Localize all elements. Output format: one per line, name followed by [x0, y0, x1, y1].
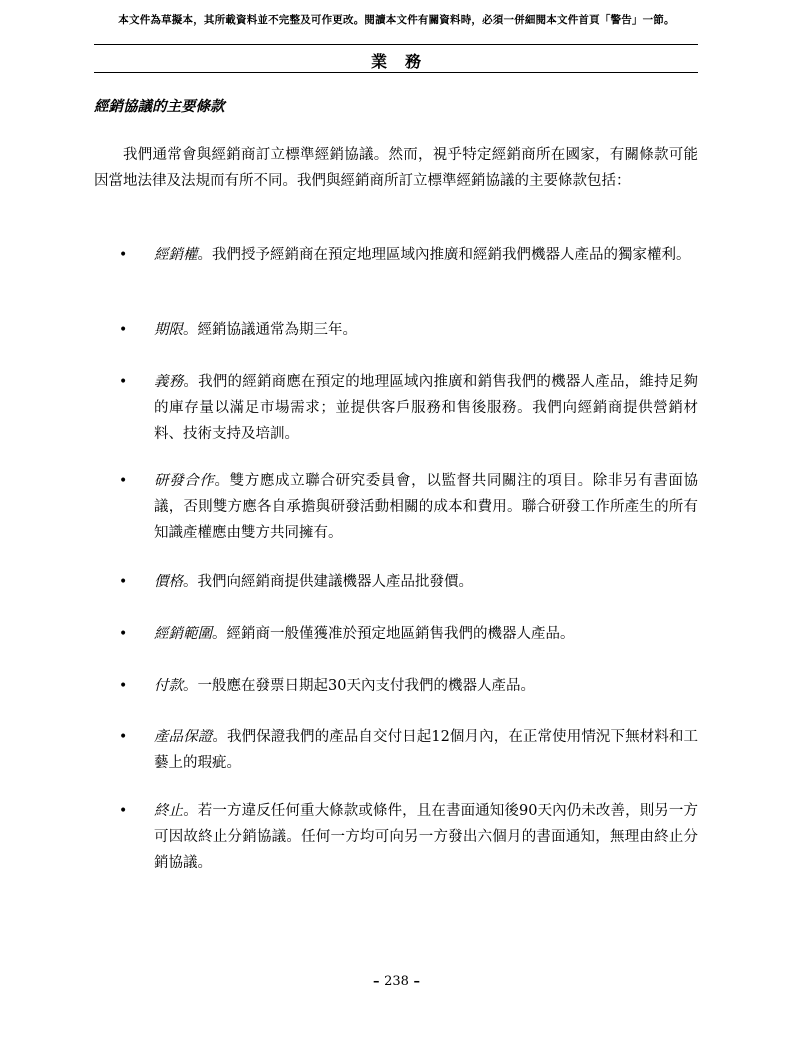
term-item-distribution-rights [119, 242, 698, 268]
term-item-obligations [119, 369, 698, 447]
bullet-icon: • [119, 247, 128, 263]
term-description: 。雙方應成立聯合研究委員會，以監督共同關注的項目。除非另有書面協議，否則雙方應各自承擔與研發活動相關的成本和費用。聯合研發工作所產生的所有知識產權應由雙方共同擁有。 [154, 473, 698, 541]
term-description: 。我們向經銷商提供建議機器人產品批發價。 [183, 574, 473, 590]
intro-paragraph: 我們通常會與經銷商訂立標準經銷協議。然而，視乎特定經銷商所在國家，有關條款可能因當地法律及法規而有所不同。我們與經銷商所訂立標準經銷協議的主要條款包括： [94, 147, 698, 189]
term-description: 。我們的經銷商應在預定的地理區域內推廣和銷售我們的機器人產品，維持足夠的庫存量以滿足市場需求；並提供客戶服務和售後服務。我們向經銷商提供營銷材料、技術支持及培訓。 [154, 374, 699, 442]
bullet-icon: • [119, 322, 128, 338]
term-label: 經銷權 [154, 247, 198, 263]
bullet-icon: • [119, 473, 128, 489]
term-item-payment [119, 673, 698, 699]
term-description: 。我們保證我們的產品自交付日起12個月內，在正常使用情況下無材料和工藝上的瑕疵。 [154, 729, 699, 771]
page-number-dash-left: – [373, 974, 380, 989]
term-item-product-warranty [119, 724, 698, 776]
page-number-dash-right: – [413, 974, 420, 989]
bullet-icon: • [119, 574, 128, 590]
term-description: 。經銷商一般僅獲准於預定地區銷售我們的機器人產品。 [212, 626, 575, 642]
term-description: 。一般應在發票日期起30天內支付我們的機器人產品。 [183, 678, 535, 694]
bullet-icon: • [119, 626, 128, 642]
page-number [0, 974, 793, 989]
term-item-duration [119, 317, 698, 343]
term-label: 期限 [154, 322, 183, 338]
header-rule-bottom [94, 72, 698, 73]
term-item-rnd-cooperation [119, 468, 698, 546]
term-label: 研發合作 [154, 473, 215, 489]
draft-disclaimer: 本文件為草擬本，其所載資料並不完整及可作更改。閱讀本文件有關資料時，必須一併細閱本文件首頁「警告」一節。 [118, 14, 675, 26]
bullet-icon: • [119, 803, 128, 819]
page-number-value: 238 [384, 974, 409, 989]
bullet-icon: • [119, 678, 128, 694]
bullet-icon: • [119, 374, 128, 390]
term-label: 產品保證 [154, 729, 213, 745]
term-item-distribution-scope [119, 621, 698, 647]
term-description: 。經銷協議通常為期三年。 [183, 322, 357, 338]
term-label: 義務 [154, 374, 184, 390]
sub-heading: 經銷協議的主要條款 [94, 98, 225, 115]
term-description: 。我們授予經銷商在預定地理區域內推廣和經銷我們機器人產品的獨家權利。 [197, 247, 691, 263]
section-title: 業務 [370, 52, 439, 71]
term-item-termination [119, 798, 698, 876]
term-label: 價格 [154, 574, 183, 590]
header-rule-top [94, 44, 698, 45]
term-label: 終止 [154, 803, 184, 819]
term-item-price [119, 569, 698, 595]
term-description: 。若一方違反任何重大條款或條件，且在書面通知後90天內仍未改善，則另一方可因故終止分銷協議。任何一方均可向另一方發出六個月的書面通知，無理由終止分銷協議。 [154, 803, 699, 871]
bullet-icon: • [119, 729, 128, 745]
term-label: 付款 [154, 678, 183, 694]
term-label: 經銷範圍 [154, 626, 212, 642]
